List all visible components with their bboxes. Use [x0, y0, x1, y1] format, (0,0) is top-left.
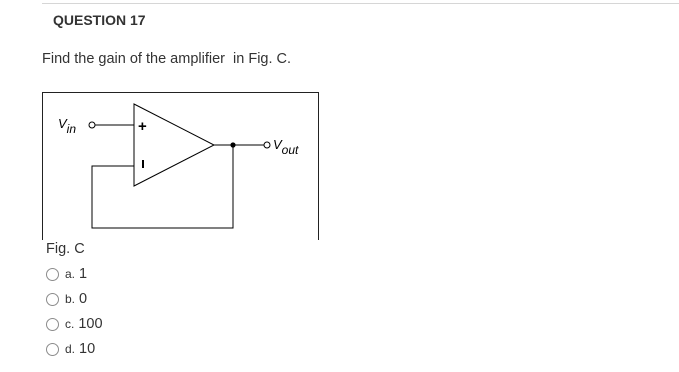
radio-button[interactable] [46, 268, 59, 281]
plus-sign: + [138, 118, 147, 135]
answer-option-c[interactable] [46, 312, 166, 336]
option-value: 10 [79, 341, 96, 357]
radio-button[interactable] [46, 293, 59, 306]
option-letter: b. [65, 292, 76, 306]
option-value: 0 [79, 291, 88, 307]
input-label: Vin [58, 116, 77, 136]
output-label: Vout [273, 137, 299, 157]
option-letter: a. [65, 267, 76, 281]
output-terminal [264, 142, 270, 148]
option-letter: d. [65, 342, 76, 356]
answer-option-d[interactable] [46, 337, 166, 361]
answer-option-a[interactable] [46, 262, 166, 286]
radio-button[interactable] [46, 318, 59, 331]
radio-button[interactable] [46, 343, 59, 356]
option-value: 1 [79, 266, 88, 282]
option-letter: c. [65, 317, 75, 331]
input-terminal [89, 122, 95, 128]
question-header: QUESTION 17 [53, 12, 146, 28]
answer-option-b[interactable] [46, 287, 166, 311]
option-value: 100 [78, 316, 103, 332]
figure-caption: Fig. C [46, 241, 85, 257]
top-divider [42, 3, 679, 4]
amplifier-figure [42, 92, 319, 240]
question-text: Find the gain of the amplifier in Fig. C. [42, 51, 292, 67]
op-amp-triangle [134, 104, 214, 186]
